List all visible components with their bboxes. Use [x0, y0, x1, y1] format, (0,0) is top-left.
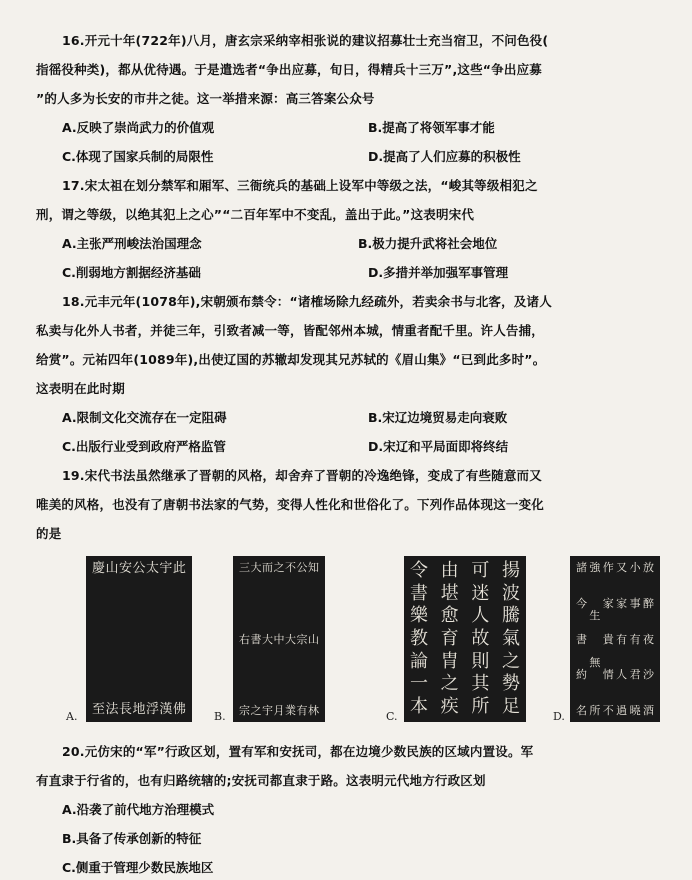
calligraphy-character: 漢 — [159, 702, 173, 717]
calligraphy-character: 有 — [629, 632, 641, 646]
q17-option-a[interactable]: A.主张严刑峻法治国理念 — [62, 236, 202, 251]
calligraphy-character: 小 — [629, 561, 641, 574]
calligraphy-character: 有 — [616, 632, 628, 646]
calligraphy-character: 本 — [410, 695, 428, 717]
calligraphy-character: 此 — [172, 561, 186, 576]
calligraphy-character: 右 — [239, 632, 250, 646]
calligraphy-character: 宗 — [239, 704, 250, 717]
calligraphy-columns — [410, 562, 520, 716]
calligraphy-character: 由 — [440, 560, 459, 581]
calligraphy-character: 情 — [602, 668, 614, 682]
calligraphy-character: 宇 — [262, 704, 273, 717]
calligraphy-character: 一 — [410, 673, 428, 695]
q18-option-b[interactable]: B.宋辽边境贸易走向衰败 — [368, 410, 508, 425]
calligraphy-character: 知 — [308, 561, 319, 574]
calligraphy-character: 地 — [132, 702, 146, 717]
calligraphy-column — [173, 562, 186, 716]
calligraphy-character: 山 — [105, 561, 119, 576]
calligraphy-character: 生 — [589, 608, 601, 622]
calligraphy-column — [262, 562, 273, 716]
image-b-label: B. — [214, 710, 226, 723]
calligraphy-character: 又 — [616, 561, 628, 574]
calligraphy-character: 強 — [589, 561, 601, 574]
calligraphy-character: 有 — [296, 704, 308, 717]
calligraphy-character: 安 — [118, 561, 132, 576]
calligraphy-column — [132, 562, 145, 716]
calligraphy-column — [502, 562, 520, 716]
calligraphy-column — [297, 562, 308, 716]
calligraphy-character: 之 — [501, 650, 520, 672]
calligraphy-character: 大 — [250, 561, 262, 574]
calligraphy-character: 堪 — [440, 582, 459, 604]
calligraphy-character: 勢 — [501, 673, 520, 695]
q16-line-2: 指徭役种类)，都从优待遇。于是遣选者“争出应募，旬日，得精兵十三万”,这些“争出应募 — [36, 62, 543, 77]
calligraphy-columns — [92, 562, 186, 716]
calligraphy-character: 長 — [118, 702, 132, 717]
calligraphy-column — [308, 562, 319, 716]
calligraphy-character: 則 — [471, 650, 490, 672]
calligraphy-columns — [239, 562, 319, 716]
q16-option-b[interactable]: B.提高了将领军事才能 — [368, 120, 495, 135]
calligraphy-character: 浮 — [145, 702, 159, 717]
calligraphy-character: 家 — [616, 596, 628, 610]
q18-option-c[interactable]: C.出版行业受到政府严格监管 — [62, 439, 226, 454]
calligraphy-character: 胄 — [440, 650, 459, 672]
calligraphy-column — [146, 562, 159, 716]
q18-line-1: 18.元丰元年(1078年),宋朝颁布禁令：“诸榷场除九经疏外，若卖余书与北客，及诸人 — [62, 294, 552, 309]
calligraphy-character: 迷 — [471, 582, 490, 604]
q17-option-b[interactable]: B.极力提升武将社会地位 — [358, 236, 498, 251]
calligraphy-character: 君 — [629, 668, 641, 682]
calligraphy-image-a[interactable] — [86, 556, 192, 722]
calligraphy-character: 之 — [250, 704, 262, 717]
calligraphy-character: 大 — [262, 632, 273, 646]
calligraphy-character: 教 — [410, 627, 428, 649]
calligraphy-character: 所 — [589, 703, 601, 717]
calligraphy-character: 書 — [410, 582, 428, 604]
calligraphy-column — [589, 562, 600, 716]
calligraphy-character: 宇 — [159, 561, 173, 576]
calligraphy-columns — [576, 562, 654, 716]
q19-line-1: 19.宋代书法虽然继承了晋朝的风格，却舍弃了晋朝的冷逸绝锋，变成了有些随意而又 — [62, 468, 542, 483]
q19-line-3: 的是 — [36, 526, 62, 541]
calligraphy-character: 放 — [642, 561, 654, 574]
calligraphy-column — [92, 562, 105, 716]
calligraphy-character: 曉 — [629, 704, 641, 717]
calligraphy-character: 不 — [602, 704, 614, 717]
calligraphy-character: 中 — [273, 632, 285, 646]
calligraphy-image-d[interactable] — [570, 556, 660, 722]
image-d-label: D. — [553, 710, 565, 723]
calligraphy-character: 論 — [410, 650, 428, 672]
calligraphy-character: 揚 — [501, 560, 520, 581]
calligraphy-character: 而 — [262, 561, 273, 574]
q18-line-2: 私卖与化外人书者，并徒三年，引致者减一等，皆配邻州本城，情重者配千里。许人告捕， — [36, 323, 545, 338]
q20-option-a[interactable]: A.沿袭了前代地方治理模式 — [62, 802, 215, 817]
calligraphy-column — [603, 562, 614, 716]
q18-option-a[interactable]: A.限制文化交流存在一定阻碍 — [62, 410, 227, 425]
calligraphy-column — [274, 562, 285, 716]
calligraphy-character: 書 — [250, 632, 262, 646]
calligraphy-character: 人 — [471, 605, 490, 627]
calligraphy-character: 至 — [92, 702, 106, 717]
calligraphy-image-b[interactable] — [233, 556, 325, 722]
q18-option-d[interactable]: D.宋辽和平局面即将终结 — [368, 439, 509, 454]
calligraphy-character: 事 — [629, 596, 641, 610]
q19-line-2: 唯美的风格，也没有了唐朝书法家的气势，变得人性化和世俗化了。下列作品体现这一变化 — [36, 497, 545, 512]
calligraphy-character: 之 — [440, 673, 459, 695]
calligraphy-character: 無 — [589, 656, 601, 670]
calligraphy-character: 沙 — [642, 668, 654, 682]
calligraphy-column — [616, 562, 627, 716]
calligraphy-character: 酒 — [642, 704, 654, 717]
calligraphy-column — [576, 562, 587, 716]
q17-line-1: 17.宋太祖在划分禁军和厢军、三衙统兵的基础上设军中等级之法，“峻其等级相犯之 — [62, 178, 538, 193]
calligraphy-character: 作 — [602, 561, 614, 574]
calligraphy-character: 貴 — [602, 632, 614, 646]
calligraphy-character: 業 — [285, 704, 296, 717]
calligraphy-character: 令 — [410, 560, 428, 581]
calligraphy-column — [410, 562, 428, 716]
calligraphy-character: 山 — [308, 632, 319, 646]
calligraphy-character: 所 — [471, 695, 490, 717]
calligraphy-character: 故 — [471, 627, 490, 649]
calligraphy-character: 佛 — [172, 702, 186, 717]
calligraphy-character: 人 — [616, 668, 628, 682]
q17-line-2: 刑，谓之等级，以绝其犯上之心”“二百年军中不变乱，盖出于此。”这表明宋代 — [36, 207, 475, 222]
q20-line-1: 20.元仿宋的“军”行政区划，置有军和安抚司，都在边境少数民族的区域内置设。军 — [62, 744, 534, 759]
calligraphy-column — [441, 562, 459, 716]
calligraphy-character: 愈 — [440, 605, 459, 627]
calligraphy-character: 可 — [471, 560, 490, 581]
calligraphy-character: 醉 — [642, 596, 654, 610]
q16-option-a[interactable]: A.反映了崇尚武力的价值观 — [62, 120, 215, 135]
calligraphy-character: 三 — [239, 561, 250, 574]
q16-option-c[interactable]: C.体现了国家兵制的局限性 — [62, 149, 214, 164]
calligraphy-character: 育 — [440, 627, 459, 649]
q20-option-b[interactable]: B.具备了传承创新的特征 — [62, 831, 202, 846]
calligraphy-character: 樂 — [410, 605, 428, 627]
calligraphy-character: 法 — [105, 702, 119, 717]
calligraphy-column — [239, 562, 250, 716]
calligraphy-character: 不 — [285, 561, 296, 574]
calligraphy-character: 林 — [308, 704, 319, 717]
calligraphy-character: 足 — [501, 695, 520, 717]
calligraphy-character: 之 — [273, 561, 285, 574]
calligraphy-image-c[interactable] — [404, 556, 526, 722]
calligraphy-character: 今 — [576, 596, 587, 610]
q16-line-3: ”的人多为长安的市井之徒。这一举措来源：高三答案公众号 — [36, 91, 375, 106]
image-c-label: C. — [386, 710, 398, 723]
calligraphy-character: 書 — [576, 632, 587, 646]
calligraphy-character: 波 — [501, 582, 520, 604]
calligraphy-character: 諸 — [576, 561, 587, 574]
calligraphy-character: 月 — [273, 704, 285, 717]
calligraphy-column — [119, 562, 132, 716]
calligraphy-character: 宗 — [296, 632, 308, 646]
calligraphy-column — [251, 562, 262, 716]
calligraphy-character: 太 — [145, 561, 159, 576]
q16-option-d[interactable]: D.提高了人们应募的积极性 — [368, 149, 521, 164]
calligraphy-column — [643, 562, 654, 716]
calligraphy-character: 過 — [616, 704, 628, 717]
q20-option-c[interactable]: C.侧重于管理少数民族地区 — [62, 860, 214, 875]
calligraphy-column — [285, 562, 296, 716]
calligraphy-character: 疾 — [440, 695, 459, 717]
q18-line-4: 这表明在此时期 — [36, 381, 125, 396]
calligraphy-character: 騰 — [501, 605, 520, 627]
calligraphy-character: 夜 — [642, 632, 654, 646]
calligraphy-character: 公 — [296, 561, 308, 574]
calligraphy-character: 慶 — [92, 561, 106, 576]
image-a-label: A. — [66, 710, 78, 723]
q17-option-c[interactable]: C.削弱地方割据经济基础 — [62, 265, 201, 280]
q17-option-d[interactable]: D.多措并举加强军事管理 — [368, 265, 509, 280]
calligraphy-character: 約 — [576, 668, 587, 682]
calligraphy-character: 名 — [576, 704, 587, 717]
calligraphy-character: 其 — [471, 673, 490, 695]
calligraphy-column — [159, 562, 172, 716]
calligraphy-column — [105, 562, 118, 716]
calligraphy-character: 大 — [285, 632, 296, 646]
calligraphy-character: 氣 — [501, 627, 520, 649]
q16-line-1: 16.开元十年(722年)八月，唐玄宗采纳宰相张说的建议招募壮士充当宿卫，不问色役( — [62, 33, 549, 48]
q18-line-3: 给赏”。元祐四年(1089年),出使辽国的苏辙却发现其兄苏轼的《眉山集》“已到此多时”。 — [36, 352, 546, 367]
calligraphy-character: 公 — [132, 561, 146, 576]
calligraphy-character: 家 — [602, 596, 614, 610]
q20-line-2: 有直隶于行省的，也有归路统辖的;安抚司都直隶于路。这表明元代地方行政区划 — [36, 773, 486, 788]
calligraphy-column — [630, 562, 641, 716]
calligraphy-column — [471, 562, 489, 716]
